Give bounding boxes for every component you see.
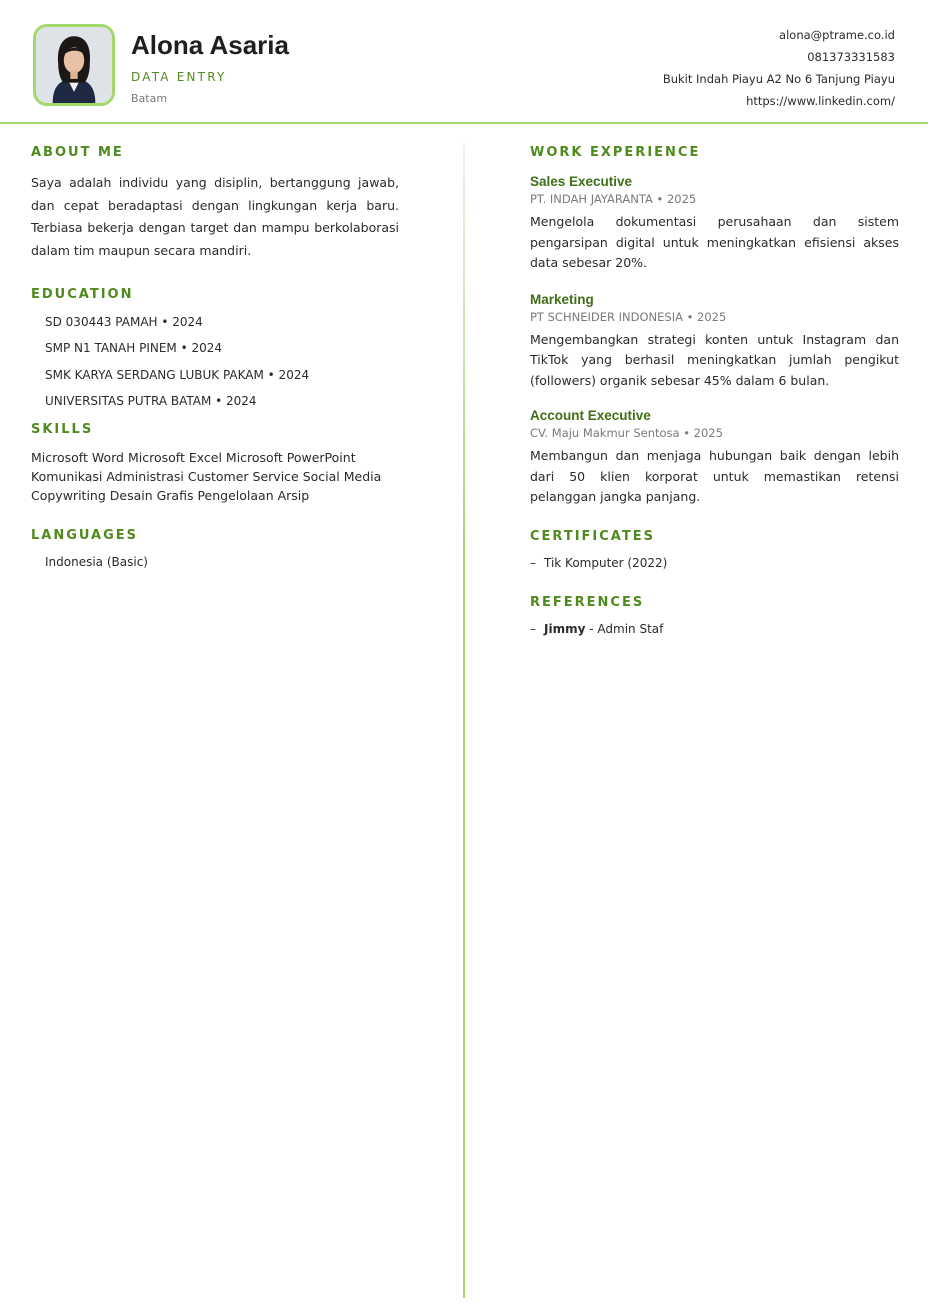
about-section (31, 144, 399, 263)
education-section (31, 286, 399, 411)
certificate-item (530, 555, 899, 572)
job-description: Membangun dan menjaga hubungan baik dengan lebih dari 50 klien korporat untuk memastikan retensi pelanggan jangka panjang. (530, 448, 899, 504)
skills-list (31, 448, 399, 505)
job-description: Mengembangkan strategi konten untuk Instagram dan TikTok yang berhasil meningkatkan jumlah pengikut (followers) organik sebesar 45% dalam 6 bulan. (530, 331, 899, 388)
education-item: SMK KARYA SERDANG LUBUK PAKAM • 2024 (45, 367, 310, 382)
skills-title: SKILLS (31, 422, 94, 438)
about-text: Saya adalah individu yang disiplin, bertanggung jawab, dan cepat beradaptasi dengan lingkungan kerja baru. Terbiasa bekerja dengan target dan mampu berkolaborasi dalam tim maupun secara mandiri. (31, 175, 399, 259)
job-entry (530, 173, 899, 274)
contact-address: Bukit Indah Piayu A2 No 6 Tanjung Piayu (662, 72, 895, 86)
references-title: REFERENCES (530, 594, 645, 610)
profile-photo (33, 24, 115, 106)
skills-section (31, 421, 399, 505)
bullet-dash: – (530, 621, 536, 636)
job-title: Sales Executive (530, 174, 633, 189)
contact-email[interactable]: alona@ptrame.co.id (779, 28, 895, 42)
bullet-dash: – (530, 555, 536, 570)
candidate-name: Alona Asaria (131, 30, 289, 60)
right-column (530, 144, 899, 638)
education-item: SMP N1 TANAH PINEM • 2024 (45, 341, 223, 356)
reference-item (530, 621, 899, 638)
references-section (530, 594, 899, 638)
contact-website[interactable]: https://www.linkedin.com/ (746, 94, 895, 108)
certificate-label: Tik Komputer (2022) (544, 555, 668, 570)
job-entry (530, 291, 899, 392)
job-company: PT SCHNEIDER INDONESIA • 2025 (530, 309, 727, 324)
candidate-city: Batam (131, 92, 168, 105)
experience-section (530, 144, 899, 508)
contact-phone: 081373331583 (807, 50, 895, 64)
education-item: SD 030443 PAMAH • 2024 (45, 314, 203, 329)
contact-info (663, 24, 895, 112)
column-divider (463, 143, 465, 1298)
reference-name: Jimmy (544, 621, 586, 636)
skills-line: Komunikasi Administrasi Customer Service Social Media (31, 469, 382, 485)
job-title: Marketing (530, 291, 594, 307)
languages-section (31, 527, 399, 571)
experience-title: WORK EXPERIENCE (530, 145, 701, 160)
education-list (31, 314, 399, 411)
skills-line: Copywriting Desain Grafis Pengelolaan Arsip (31, 488, 310, 504)
profile-photo-image (36, 27, 112, 103)
languages-title: LANGUAGES (31, 528, 139, 544)
language-item: Indonesia (Basic) (45, 555, 148, 570)
skills-line: Microsoft Word Microsoft Excel Microsoft PowerPoint (31, 450, 356, 466)
job-title: Account Executive (530, 408, 651, 423)
education-item: UNIVERSITAS PUTRA BATAM • 2024 (45, 394, 257, 409)
resume-header (0, 0, 928, 124)
certificates-section (530, 528, 899, 572)
job-company: CV. Maju Makmur Sentosa • 2025 (530, 426, 723, 440)
education-title: EDUCATION (31, 286, 134, 302)
reference-role: - Admin Staf (589, 621, 664, 636)
job-entry (530, 407, 899, 508)
candidate-role: DATA ENTRY (131, 70, 227, 84)
job-company: PT. INDAH JAYARANTA • 2025 (530, 192, 697, 206)
job-description: Mengelola dokumentasi perusahaan dan sistem pengarsipan digital untuk meningkatkan efisiensi akses data sebesar 20%. (530, 214, 899, 270)
certificates-title: CERTIFICATES (530, 528, 655, 544)
about-title: ABOUT ME (31, 145, 124, 160)
left-column (31, 144, 399, 571)
